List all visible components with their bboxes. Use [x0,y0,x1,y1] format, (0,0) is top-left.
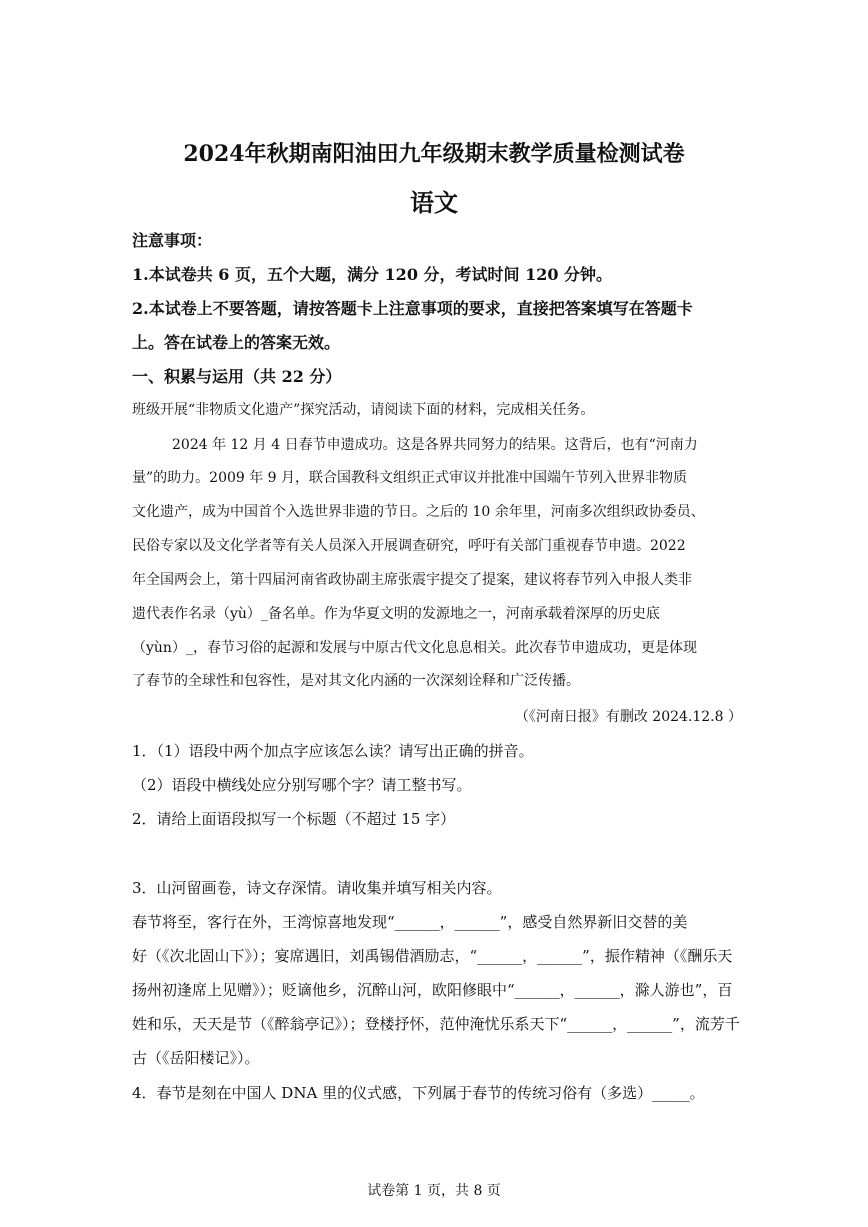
section-intro: 班级开展“非物质文化遗产”探究活动，请阅读下面的材料，完成相关任务。 [132,402,595,418]
passage-line: （yùn）_，春节习俗的起源和发展与中原古代文化息息相关。此次春节申遗成功，更是体现 [132,640,697,656]
page-footer: 试卷第 1 页，共 8 页 [367,1183,501,1199]
section-heading: 一、积累与运用（共 22 分） [132,367,342,386]
passage-line: 年全国两会上，第十四届河南省政协副主席张震宇提交了提案，建议将春节列入申报人类非 [132,572,692,588]
passage-line: 民俗专家以及文化学者等有关人员深入开展调查研究，呼吁有关部门重视春节申遗。2022 [132,538,686,554]
passage-line: 遗代表作名录（yù）_备名单。作为华夏文明的发源地之一，河南承载着深厚的历史底 [132,606,660,622]
exam-title: 2024年秋期南阳油田九年级期末教学质量检测试卷 [183,141,685,167]
question-3-line: 扬州初逢席上见赠》）；贬谪他乡，沉醉山河，欧阳修眼中“______，______，滁人游也”，百 [132,981,733,999]
passage-line: 文化遗产，成为中国首个入选世界非遗的节日。之后的 10 余年里，河南多次组织政协委员、 [132,504,705,520]
subject-title: 语文 [410,188,458,217]
notes-item-2-line-1: 2.本试卷上不要答题，请按答题卡上注意事项的要求，直接把答案填写在答题卡 [132,299,693,318]
question-3-line: 春节将至，客行在外，王湾惊喜地发现“______，______”，感受自然界新旧交替的美 [132,913,688,931]
question-2: 2．请给上面语段拟写一个标题（不超过 15 字） [132,810,456,828]
question-4: 4．春节是刻在中国人 DNA 里的仪式感，下列属于春节的传统习俗有（多选）_____。 [132,1084,705,1102]
passage-source: （《河南日报》有删改 2024.12.8 ） [514,709,742,725]
question-3-line: 姓和乐，天天是节（《醉翁亭记》）；登楼抒怀，范仲淹忧乐系天下“______，______”，流芳千 [132,1015,740,1033]
notes-item-2-line-2: 上。答在试卷上的答案无效。 [132,333,341,352]
notes-item-1: 1.本试卷共 6 页，五个大题，满分 120 分，考试时间 120 分钟。 [132,265,613,284]
question-3: 3．山河留画卷，诗文存深情。请收集并填写相关内容。 [132,879,502,897]
notes-heading: 注意事项： [132,231,213,250]
question-3-line: 古（《岳阳楼记》）。 [132,1049,260,1067]
question-1-part-2: （2）语段中横线处应分别写哪个字？请工整书写。 [132,776,472,794]
question-1-part-1: 1．（1）语段中两个加点字应该怎么读？请写出正确的拼音。 [132,742,534,760]
question-3-line: 好（《次北固山下》）；宴席遇旧，刘禹锡借酒励志，“______，______”，振作精神（《酬乐天 [132,947,733,965]
passage-line: 了春节的全球性和包容性，是对其文化内涵的一次深刻诠释和广泛传播。 [132,673,580,689]
passage-line: 2024 年 12 月 4 日春节申遗成功。这是各界共同努力的结果。这背后，也有“河南力 [172,437,698,453]
passage-line: 量”的助力。2009 年 9 月，联合国教科文组织正式审议并批准中国端午节列入世界非物质 [132,470,688,486]
